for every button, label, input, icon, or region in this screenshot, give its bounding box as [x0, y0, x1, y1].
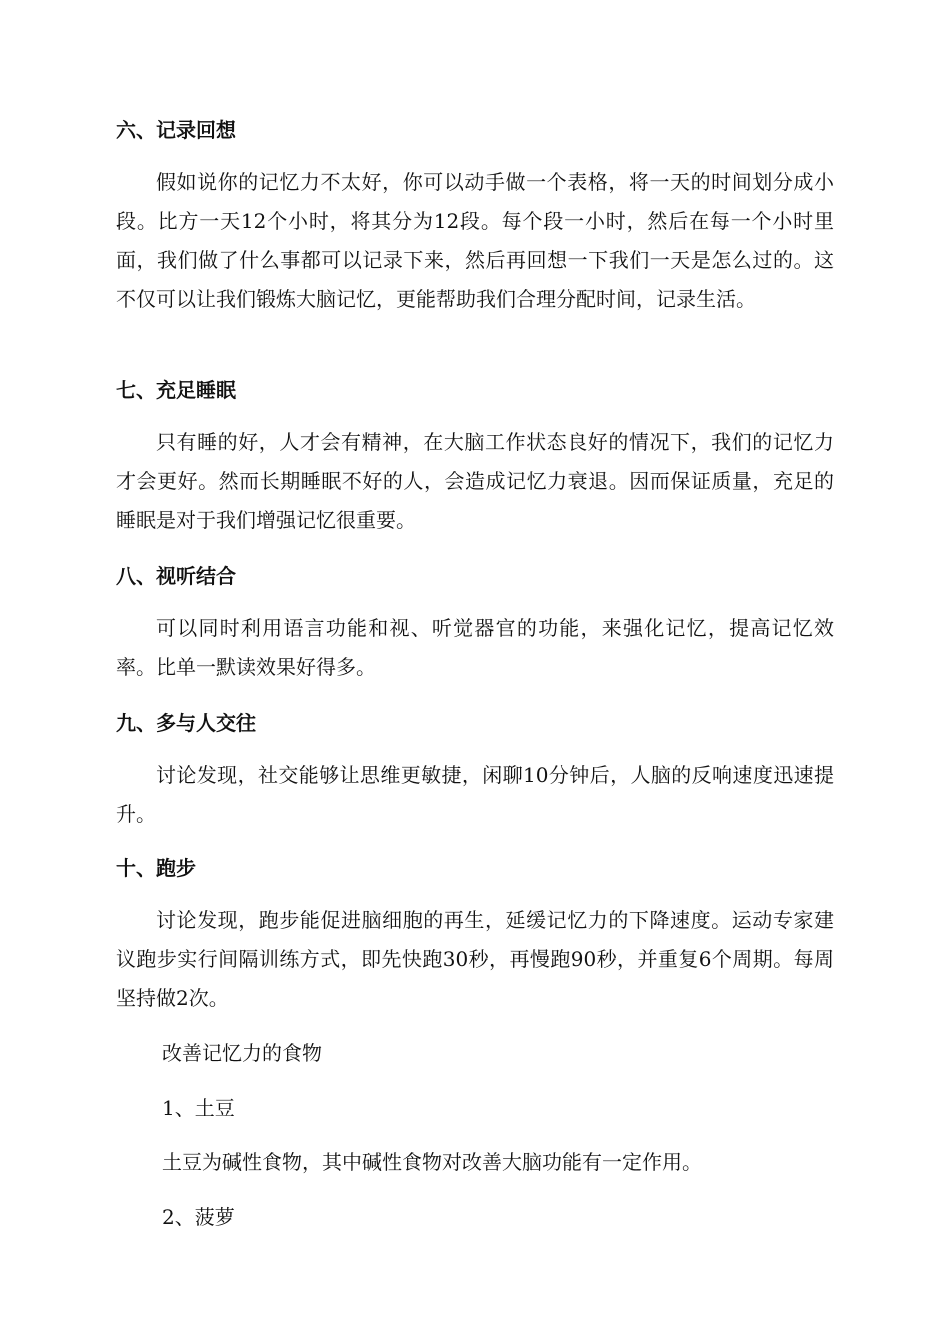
section-heading-audio-visual: 八、视听结合	[116, 564, 236, 588]
section-heading-record-recall: 六、记录回想	[116, 118, 236, 142]
section-body-sleep: 只有睡的好，人才会有精神，在大脑工作状态良好的情况下，我们的记忆力才会更好。然而长期睡眠不好的人，会造成记忆力衰退。因而保证质量，充足的睡眠是对于我们增强记忆很重要。	[116, 430, 834, 532]
section-heading-sleep: 七、充足睡眠	[116, 378, 236, 402]
section-body-running: 讨论发现，跑步能促进脑细胞的再生，延缓记忆力的下降速度。运动专家建议跑步实行间隔训练方式，即先快跑30秒，再慢跑90秒，并重复6个周期。每周坚持做2次。	[116, 908, 834, 1010]
food-item-2: 2、菠萝	[162, 1205, 235, 1229]
food-item-1-desc: 土豆为碱性食物，其中碱性食物对改善大脑功能有一定作用。	[162, 1150, 702, 1174]
foods-title: 改善记忆力的食物	[162, 1041, 322, 1065]
section-body-record-recall: 假如说你的记忆力不太好，你可以动手做一个表格，将一天的时间划分成小段。比方一天12个小时，将其分为12段。每个段一小时，然后在每一个小时里面，我们做了什么事都可以记录下来，然后再回想一下我们一天是怎么过的。这不仅可以让我们锻炼大脑记忆，更能帮助我们合理分配时间，记录生活。	[116, 170, 834, 311]
food-item-1: 1、土豆	[162, 1096, 235, 1120]
section-heading-social: 九、多与人交往	[116, 711, 256, 735]
section-heading-running: 十、跑步	[116, 856, 196, 880]
section-body-audio-visual: 可以同时利用语言功能和视、听觉器官的功能，来强化记忆，提高记忆效率。比单一默读效果好得多。	[116, 616, 834, 679]
section-body-social: 讨论发现，社交能够让思维更敏捷，闲聊10分钟后，人脑的反响速度迅速提升。	[116, 763, 834, 826]
